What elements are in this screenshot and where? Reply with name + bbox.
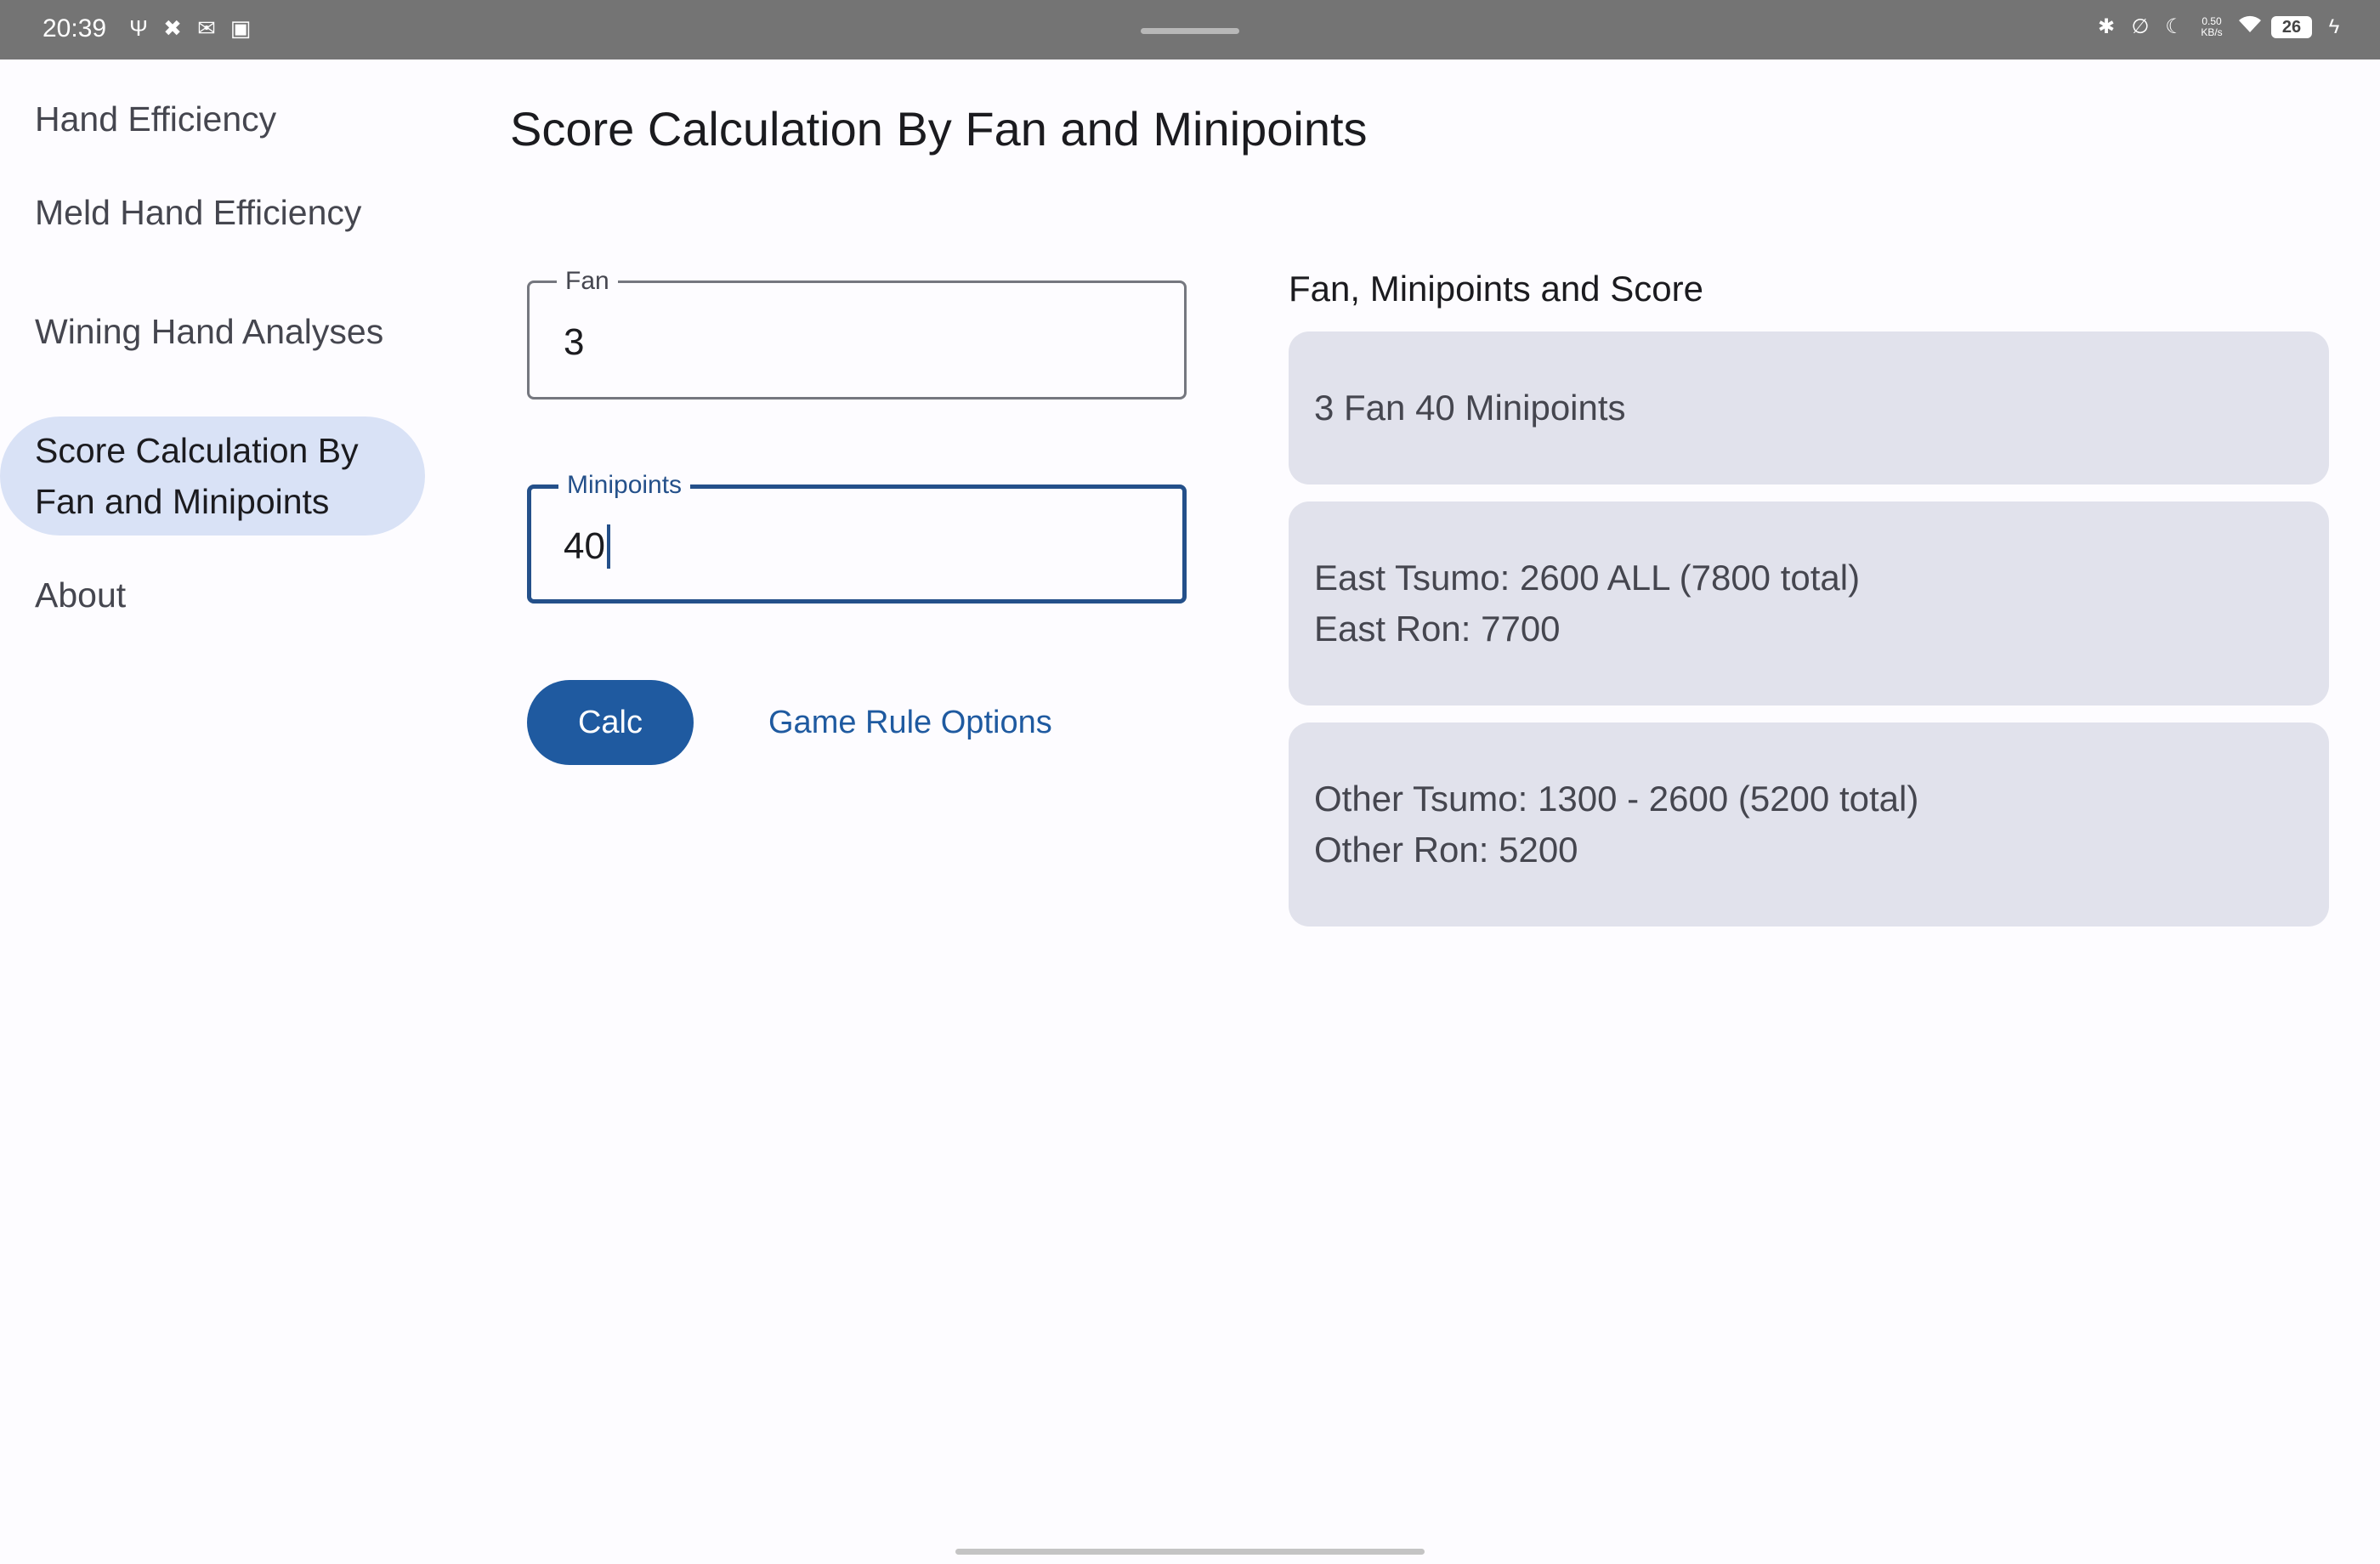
status-bar (0, 0, 2380, 60)
network-speed-value: 0.50 (2202, 15, 2222, 27)
result-summary: 3 Fan 40 Minipoints (1314, 388, 1626, 428)
nav-item-about[interactable]: About (35, 575, 127, 615)
minipoints-field-value[interactable]: 40 (564, 525, 605, 567)
status-left-icons (128, 15, 252, 41)
nav-item-hand-efficiency[interactable]: Hand Efficiency (35, 99, 277, 139)
navigation-drawer (0, 60, 459, 1564)
result-east-tsumo: East Tsumo: 2600 ALL (7800 total) (1314, 558, 1861, 598)
result-east-ron: East Ron: 7700 (1314, 609, 1561, 649)
nav-item-wining-hand-analyses[interactable]: Wining Hand Analyses (35, 312, 384, 351)
minipoints-field-content[interactable] (564, 524, 610, 569)
network-speed-unit: KB/s (2201, 26, 2223, 38)
game-rule-options-button[interactable]: Game Rule Options (768, 705, 1052, 740)
result-card-other (1289, 722, 2329, 926)
nav-item-meld-hand-efficiency[interactable]: Meld Hand Efficiency (35, 193, 362, 232)
tools-icon: ✖ (163, 15, 182, 41)
usb-icon: Ψ (129, 15, 148, 41)
do-not-disturb-icon: ☾ (2165, 15, 2184, 38)
status-time: 20:39 (42, 14, 107, 42)
minipoints-field-label: Minipoints (558, 470, 690, 501)
fan-field-label: Fan (557, 266, 618, 297)
calc-button[interactable]: Calc (527, 680, 694, 765)
network-speed (2196, 16, 2227, 38)
bluetooth-icon: ✱ (2097, 15, 2116, 38)
message-icon: ✉ (197, 15, 216, 41)
result-other-ron: Other Ron: 5200 (1314, 830, 1578, 870)
minipoints-field[interactable] (527, 471, 1187, 604)
result-card-east (1289, 502, 2329, 706)
fan-field[interactable] (527, 267, 1187, 400)
fan-field-value[interactable]: 3 (564, 321, 585, 363)
result-card-summary (1289, 332, 2329, 484)
battery-indicator: 26 (2271, 16, 2312, 38)
results-heading: Fan, Minipoints and Score (1289, 269, 1703, 309)
status-right-icons (2094, 14, 2346, 41)
nav-item-score-calculation[interactable]: Score Calculation By Fan and Minipoints (0, 416, 425, 536)
calendar-icon: ▣ (230, 15, 252, 41)
text-cursor (607, 524, 610, 569)
charging-icon: ϟ (2328, 15, 2340, 38)
window-handle[interactable] (1141, 28, 1239, 34)
mute-icon: ∅ (2131, 15, 2150, 38)
wifi-icon (2237, 14, 2261, 41)
result-other-tsumo: Other Tsumo: 1300 - 2600 (5200 total) (1314, 779, 1919, 819)
home-indicator[interactable] (955, 1549, 1425, 1555)
page-title: Score Calculation By Fan and Minipoints (510, 102, 1368, 156)
